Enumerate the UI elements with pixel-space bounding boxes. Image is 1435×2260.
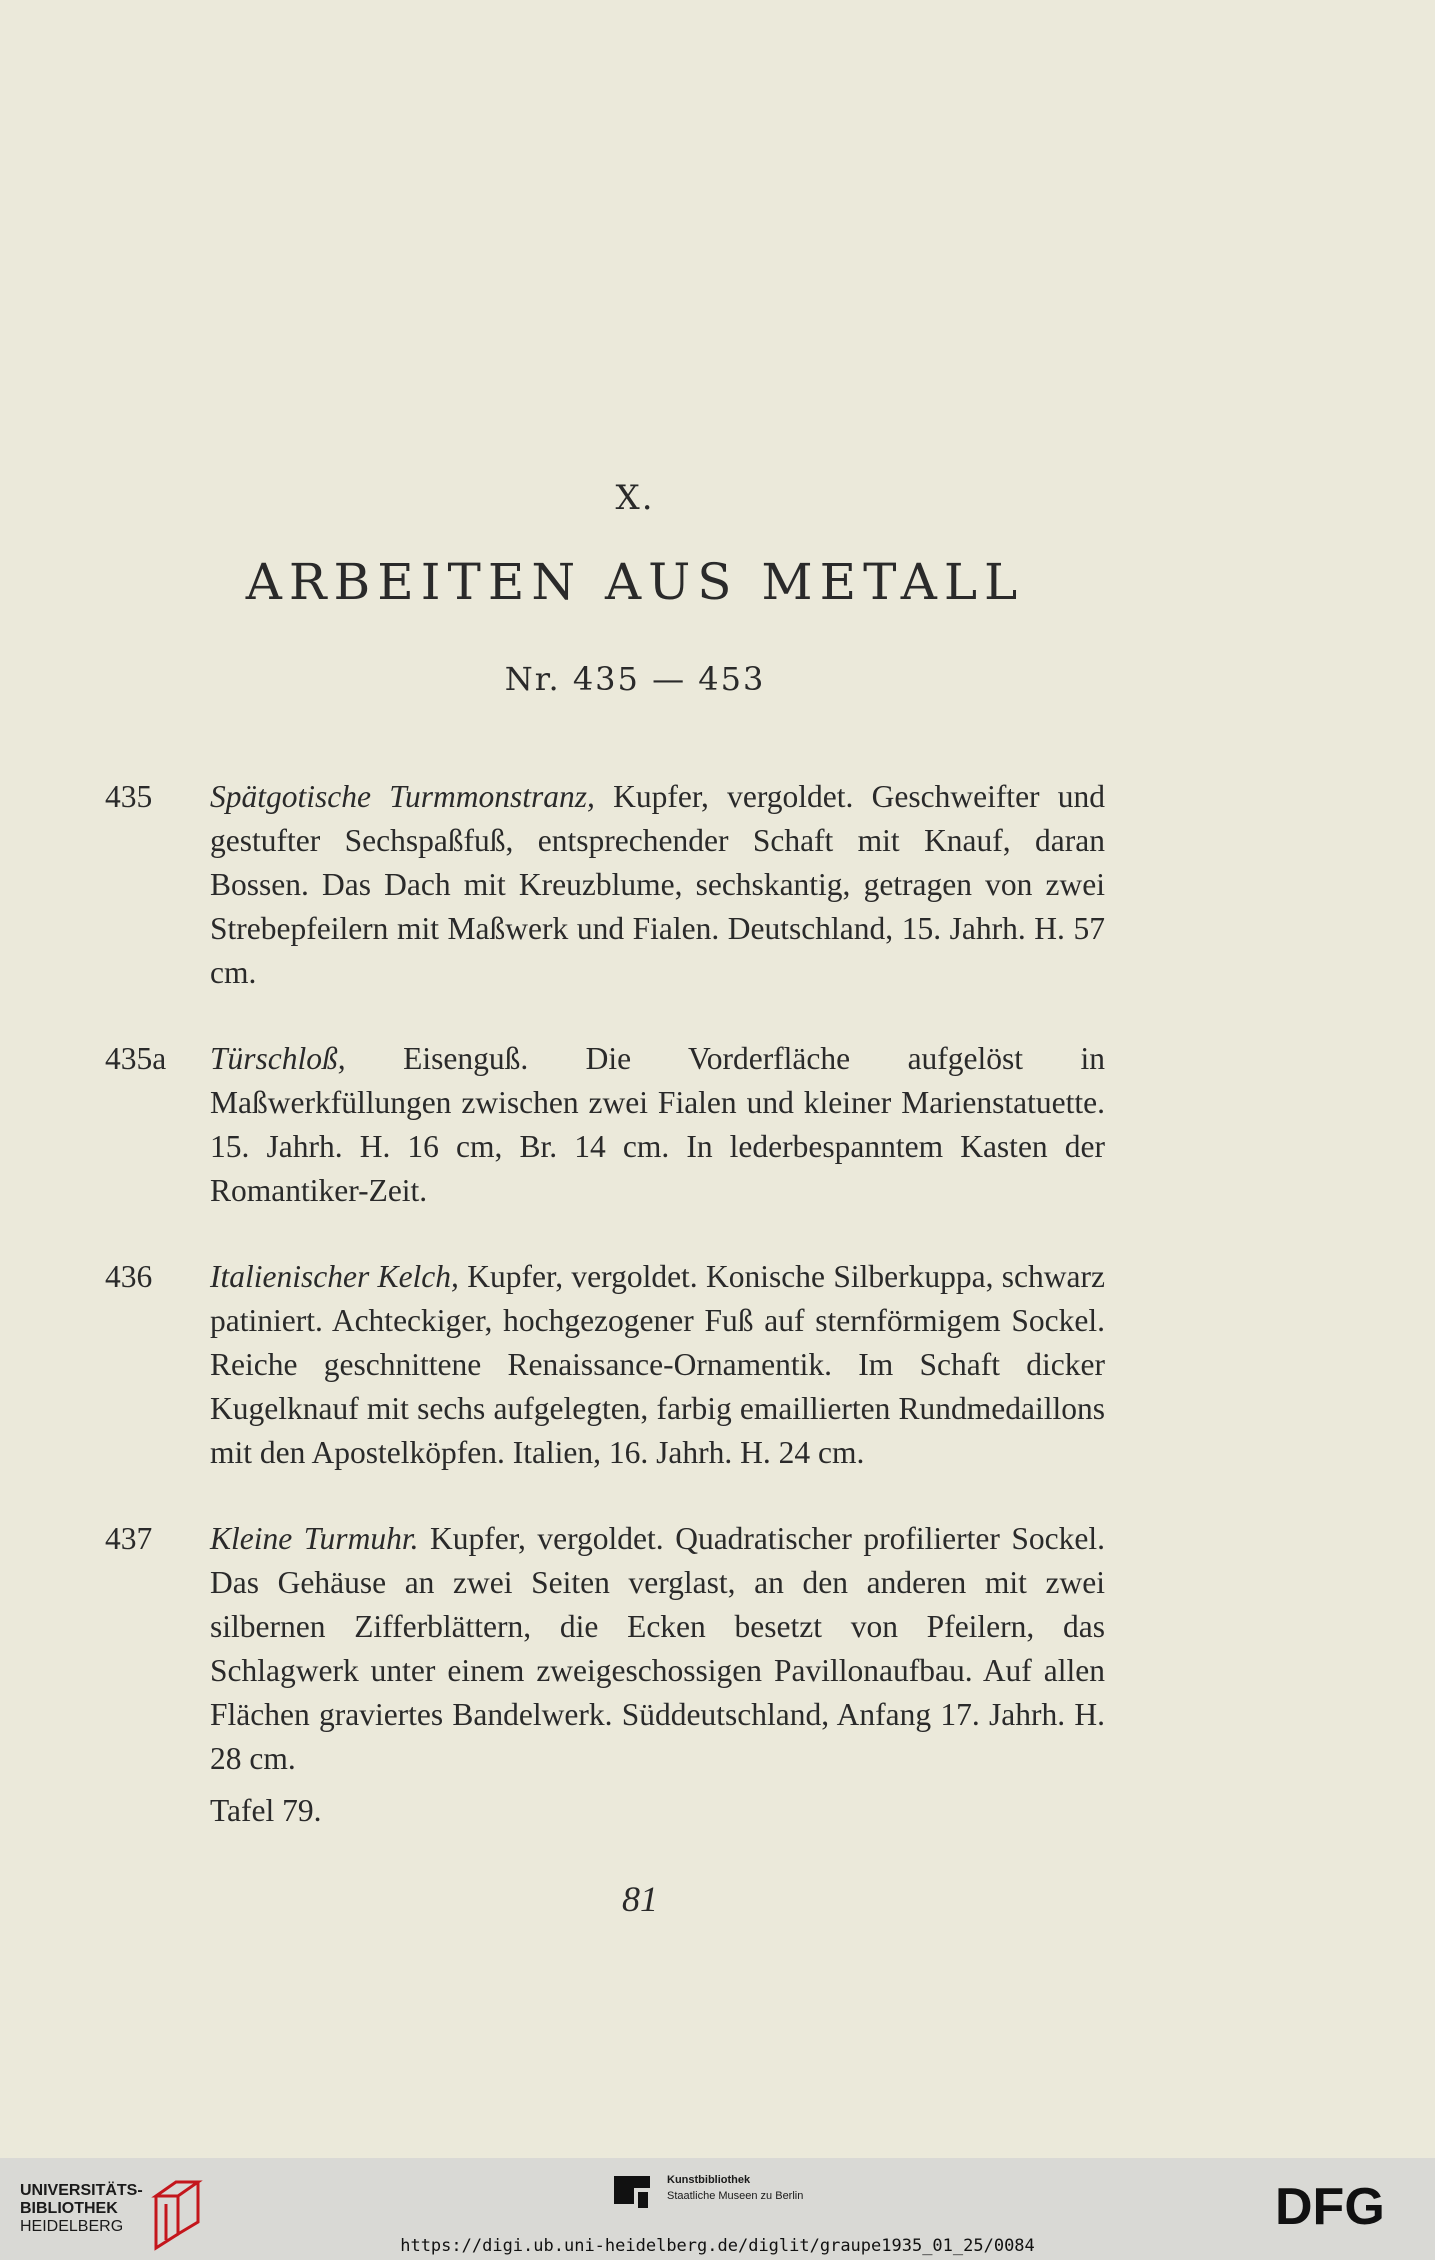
section-title: ARBEITEN AUS METALL xyxy=(245,553,1025,611)
dfg-logo-icon[interactable] xyxy=(1275,2180,1415,2230)
page-number: 81 xyxy=(622,1879,658,1919)
entry-number: 435a xyxy=(105,1041,167,1076)
entry-description: Eisenguß. Die Vorderfläche aufgelöst in Maßwerkfüllungen zwischen zwei Fialen und kleiner Marienstatuette. 15. Jahrh. H. 16 cm, Br. 14 cm. In lederbespanntem Kasten der Romantiker-Zeit. xyxy=(210,1041,1105,1208)
number-range: Nr. 435 — 453 xyxy=(504,660,766,698)
entry-number: 437 xyxy=(105,1521,153,1556)
kunstbibliothek-text xyxy=(667,2172,803,2204)
ub-logo-text xyxy=(20,2182,143,2236)
dfg-logo-text: DFG xyxy=(1275,2180,1385,2230)
ub-line-1: UNIVERSITÄTS- xyxy=(20,2182,143,2199)
entry-number: 436 xyxy=(105,1259,153,1294)
catalog-entry xyxy=(105,1517,1105,1781)
ub-line-2: BIBLIOTHEK xyxy=(20,2200,118,2217)
kunstbibliothek-mark-icon xyxy=(612,2174,656,2214)
ub-line-3: HEIDELBERG xyxy=(20,2218,124,2235)
entry-number: 435 xyxy=(105,779,153,814)
viewer-footer xyxy=(0,2158,1435,2260)
kunstbibliothek-logo[interactable] xyxy=(612,2170,872,2230)
kb-line-1: Kunstbibliothek xyxy=(667,2174,751,2186)
entry-name: Kleine Turmuhr. xyxy=(210,1521,419,1556)
catalog-entry xyxy=(105,1255,1105,1475)
kb-line-2: Staatliche Museen zu Berlin xyxy=(667,2190,804,2202)
entry-name: Italienischer Kelch, xyxy=(210,1259,459,1294)
entry-name: Türschloß, xyxy=(210,1041,346,1076)
permalink-url[interactable]: https://digi.ub.uni-heidelberg.de/diglit/graupe1935_01_25/0084 xyxy=(400,2236,1035,2256)
catalog-entries xyxy=(105,775,1105,1833)
plate-reference: Tafel 79. xyxy=(210,1793,322,1828)
catalog-entry xyxy=(105,775,1105,995)
catalog-entry xyxy=(105,1037,1105,1213)
entry-description: Kupfer, vergoldet. Konische Silberkuppa, schwarz patiniert. Achteckiger, hochgezogener Fuß auf sternförmigem Sockel. Reiche geschnittene Renaissance-Ornamentik. Im Schaft dicker Kugelknauf mit sechs aufgelegten, farbig emaillierten Rundmedaillons mit den Apostelköpfen. Italien, 16. Jahrh. H. 24 cm. xyxy=(210,1259,1105,1470)
section-number: X. xyxy=(615,478,655,518)
entry-description: Kupfer, vergoldet. Geschweifter und gestufter Sechspaßfuß, entsprechender Schaft mit Knauf, daran Bossen. Das Dach mit Kreuzblume, sechskantig, getragen von zwei Strebepfeilern mit Maßwerk und Fialen. Deutschland, 15. Jahrh. H. 57 cm. xyxy=(210,779,1106,990)
entry-description: Kupfer, vergoldet. Quadratischer profilierter Sockel. Das Gehäuse an zwei Seiten verglast, an den anderen mit zwei silbernen Zifferblättern, die Ecken besetzt von Pfeilern, das Schlagwerk unter einem zweigeschossigen Pavillonaufbau. Auf allen Flächen graviertes Bandelwerk. Süddeutschland, Anfang 17. Jahrh. H. 28 cm. xyxy=(210,1521,1106,1776)
entry-name: Spätgotische Turmmonstranz, xyxy=(210,779,595,814)
